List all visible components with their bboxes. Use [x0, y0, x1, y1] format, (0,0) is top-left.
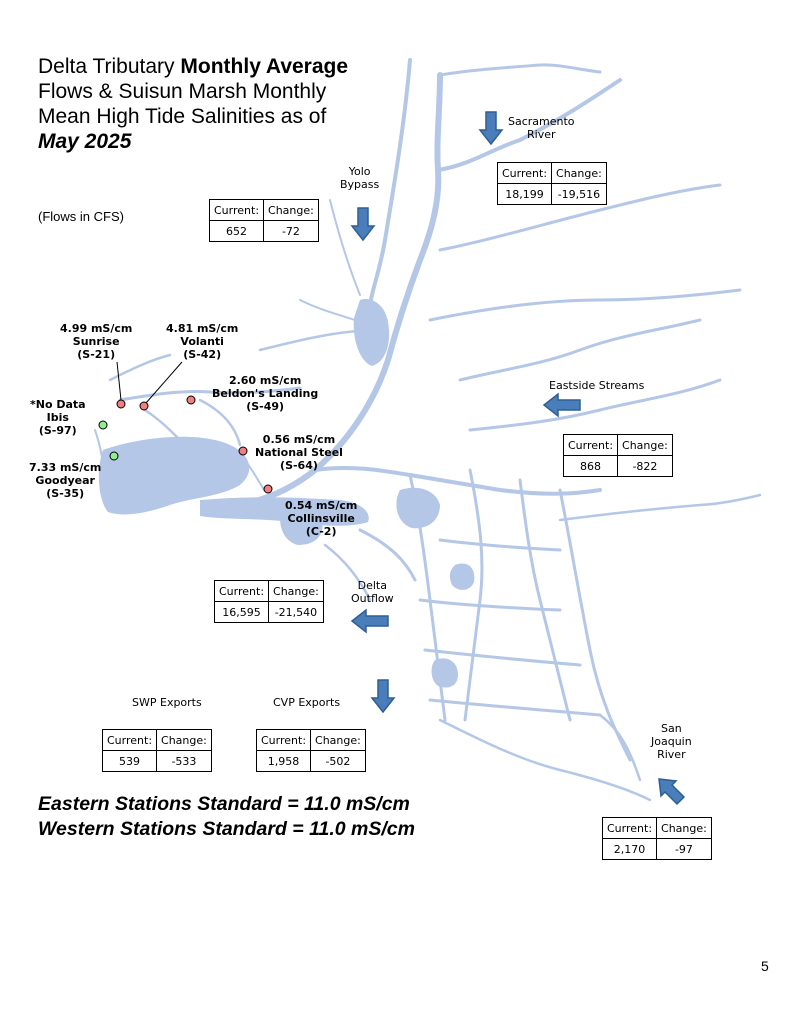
yolo-change-label: Change: — [264, 200, 319, 221]
s21-name: Sunrise — [72, 335, 120, 348]
s97-id: (S-97) — [38, 424, 77, 437]
s21-value: 4.99 mS/cm — [60, 322, 133, 335]
sacramento-flow-table — [497, 162, 607, 205]
outflow-current-label: Current: — [215, 581, 269, 602]
eastside-current-value: 868 — [564, 456, 618, 477]
title-line3: Mean High Tide Salinities as of — [38, 105, 327, 128]
cvp-label: CVP Exports — [273, 696, 341, 709]
eastside-label: Eastside Streams — [549, 379, 645, 392]
marker-s49 — [187, 396, 195, 404]
salinity-label-c2 — [285, 499, 357, 538]
cvp-change-label: Change: — [311, 730, 366, 751]
outflow-label — [351, 579, 394, 605]
sacramento-change-value: -19,516 — [552, 184, 607, 205]
outflow-change-value: -21,540 — [269, 602, 324, 623]
swp-change-label: Change: — [157, 730, 212, 751]
s97-value: *No Data — [30, 398, 86, 411]
sacramento-change-label: Change: — [552, 163, 607, 184]
yolo-current-value: 652 — [210, 221, 264, 242]
salinity-label-s49 — [212, 374, 318, 413]
river-network — [95, 60, 760, 800]
sanjoaquin-current-value: 2,170 — [603, 839, 657, 860]
eastside-current-label: Current: — [564, 435, 618, 456]
sacramento-current-label: Current: — [498, 163, 552, 184]
suisun-bay-water — [99, 299, 474, 687]
sanjoaquin-label — [651, 722, 692, 761]
s64-id: (S-64) — [280, 459, 318, 472]
s97-name: Ibis — [46, 411, 69, 424]
c2-value: 0.54 mS/cm — [285, 499, 358, 512]
marker-c2 — [264, 485, 272, 493]
swp-current-value: 539 — [103, 751, 157, 772]
sacramento-label — [508, 115, 575, 141]
swp-label: SWP Exports — [132, 696, 202, 709]
yolo-flow-table — [209, 199, 319, 242]
page-title — [38, 54, 348, 154]
title-line1-bold: Monthly Average — [180, 55, 349, 78]
sacramento-label-line2: River — [527, 128, 556, 141]
title-line1: Delta Tributary — [38, 55, 181, 78]
standards-note — [38, 792, 415, 842]
cvp-current-value: 1,958 — [257, 751, 311, 772]
s49-name: Beldon's Landing — [212, 387, 319, 400]
outflow-current-value: 16,595 — [215, 602, 269, 623]
swp-flow-table — [102, 729, 212, 772]
title-line2: Flows & Suisun Marsh Monthly — [38, 80, 327, 103]
marker-s97 — [99, 421, 107, 429]
cvp-change-value: -502 — [311, 751, 366, 772]
s21-id: (S-21) — [77, 348, 116, 361]
eastside-flow-table — [563, 434, 673, 477]
sanjoaquin-change-value: -97 — [657, 839, 712, 860]
yolo-label-line2: Bypass — [340, 178, 380, 191]
outflow-arrow-icon — [352, 610, 388, 632]
salinity-label-s64 — [255, 433, 343, 472]
yolo-label-line1: Yolo — [348, 165, 371, 178]
salinity-label-s97 — [30, 398, 86, 437]
sanjoaquin-flow-table — [602, 817, 712, 860]
page-number: 5 — [761, 958, 769, 974]
s49-id: (S-49) — [246, 400, 285, 413]
eastside-arrow-icon — [544, 394, 580, 416]
sacramento-label-line1: Sacramento — [508, 115, 575, 128]
marker-s21 — [117, 400, 125, 408]
swp-current-label: Current: — [103, 730, 157, 751]
s64-name: National Steel — [255, 446, 343, 459]
sacramento-current-value: 18,199 — [498, 184, 552, 205]
s42-name: Volanti — [180, 335, 224, 348]
units-note: (Flows in CFS) — [38, 209, 124, 224]
sanjoaquin-change-label: Change: — [657, 818, 712, 839]
s42-id: (S-42) — [183, 348, 222, 361]
s35-id: (S-35) — [46, 487, 85, 500]
outflow-flow-table — [214, 580, 324, 623]
sacramento-arrow-icon — [480, 112, 502, 144]
s42-value: 4.81 mS/cm — [166, 322, 239, 335]
sanjoaquin-arrow-icon — [659, 779, 684, 804]
yolo-current-label: Current: — [210, 200, 264, 221]
c2-name: Collinsville — [287, 512, 355, 525]
outflow-label-line2: Outflow — [351, 592, 394, 605]
s35-name: Goodyear — [35, 474, 95, 487]
salinity-label-s42 — [166, 322, 238, 361]
sanjoaquin-current-label: Current: — [603, 818, 657, 839]
cvp-flow-table — [256, 729, 366, 772]
eastside-change-label: Change: — [618, 435, 673, 456]
yolo-label — [340, 165, 379, 191]
eastern-standard: Eastern Stations Standard = 11.0 mS/cm — [38, 793, 410, 815]
outflow-label-line1: Delta — [357, 579, 387, 592]
marker-s64 — [239, 447, 247, 455]
s49-value: 2.60 mS/cm — [228, 374, 302, 387]
salinity-label-s35 — [29, 461, 101, 500]
swp-change-value: -533 — [157, 751, 212, 772]
title-date: May 2025 — [38, 130, 132, 153]
c2-id: (C-2) — [305, 525, 337, 538]
cvp-arrow-icon — [372, 680, 394, 712]
marker-s35 — [110, 452, 118, 460]
eastside-change-value: -822 — [618, 456, 673, 477]
marker-s42 — [140, 402, 148, 410]
yolo-change-value: -72 — [264, 221, 319, 242]
sanjoaquin-label-line2: Joaquin — [651, 735, 692, 748]
s64-value: 0.56 mS/cm — [262, 433, 336, 446]
salinity-label-s21 — [60, 322, 132, 361]
outflow-change-label: Change: — [269, 581, 324, 602]
sanjoaquin-label-line1: San — [661, 722, 682, 735]
sanjoaquin-label-line3: River — [657, 748, 686, 761]
western-standard: Western Stations Standard = 11.0 mS/cm — [38, 818, 415, 840]
cvp-current-label: Current: — [257, 730, 311, 751]
s35-value: 7.33 mS/cm — [29, 461, 102, 474]
yolo-arrow-icon — [352, 208, 374, 240]
